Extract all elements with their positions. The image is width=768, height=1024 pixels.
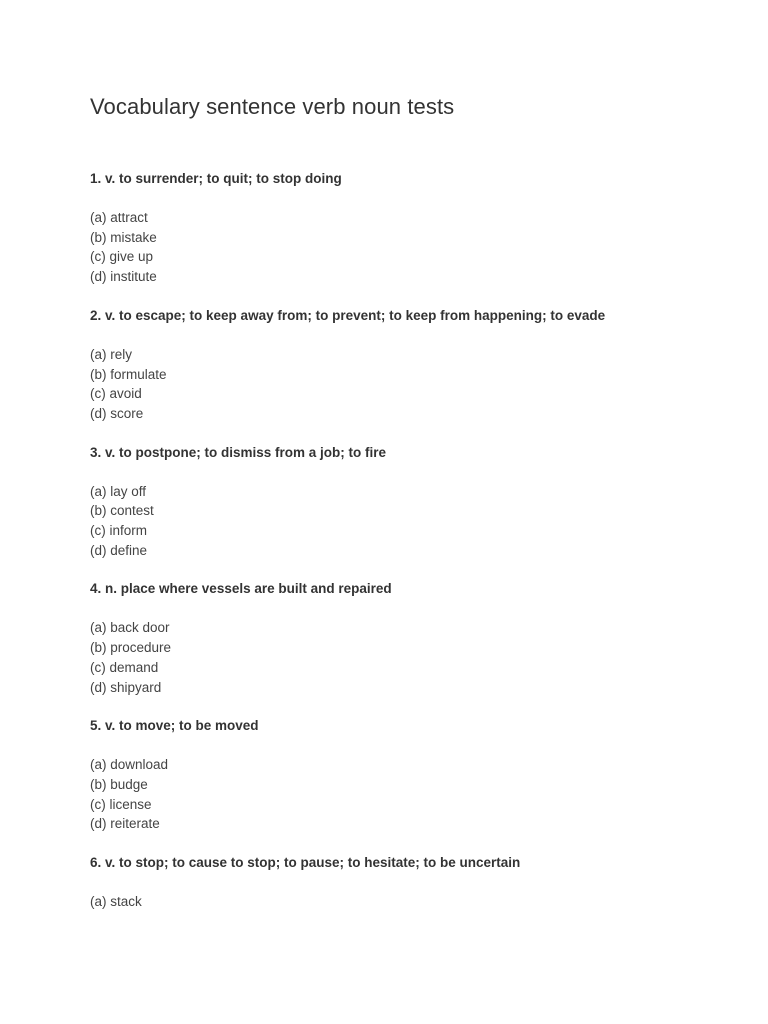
option-d: (d) score	[90, 405, 144, 421]
question-prompt: 5. v. to move; to be moved	[90, 718, 259, 734]
option-d: (d) reiterate	[90, 816, 160, 832]
question-6	[90, 853, 730, 912]
question-4	[90, 579, 730, 697]
question-1	[90, 169, 730, 287]
options-list	[90, 345, 730, 424]
options-list	[90, 755, 730, 834]
options-list	[90, 618, 730, 697]
option-b: (b) budge	[90, 776, 148, 792]
option-b: (b) contest	[90, 503, 154, 519]
question-prompt: 3. v. to postpone; to dismiss from a job; to fire	[90, 444, 387, 460]
option-d: (d) institute	[90, 269, 157, 285]
option-c: (c) avoid	[90, 386, 142, 402]
document-page	[90, 93, 730, 931]
option-c: (c) inform	[90, 523, 147, 539]
option-c: (c) give up	[90, 249, 154, 265]
page-title: Vocabulary sentence verb noun tests	[90, 94, 455, 119]
option-a: (a) attract	[90, 210, 148, 225]
option-b: (b) procedure	[90, 640, 172, 656]
option-a: (a) stack	[90, 894, 142, 910]
option-a: (a) download	[90, 757, 169, 773]
option-a: (a) lay off	[90, 483, 147, 499]
question-5	[90, 716, 730, 834]
question-2	[90, 306, 730, 424]
options-list	[90, 482, 730, 561]
question-prompt: 6. v. to stop; to cause to stop; to pause; to hesitate; to be uncertain	[90, 855, 521, 871]
option-c: (c) demand	[90, 659, 159, 675]
question-list	[90, 169, 730, 912]
option-d: (d) shipyard	[90, 679, 162, 695]
question-3	[90, 443, 730, 561]
options-list	[90, 892, 730, 912]
option-c: (c) license	[90, 796, 152, 812]
option-a: (a) back door	[90, 620, 170, 636]
option-b: (b) formulate	[90, 366, 167, 382]
question-prompt: 1. v. to surrender; to quit; to stop doing	[90, 171, 342, 186]
option-b: (b) mistake	[90, 229, 157, 245]
question-prompt: 4. n. place where vessels are built and repaired	[90, 581, 392, 597]
question-prompt: 2. v. to escape; to keep away from; to prevent; to keep from happening; to evade	[90, 307, 606, 323]
option-d: (d) define	[90, 542, 148, 558]
option-a: (a) rely	[90, 346, 133, 362]
options-list	[90, 208, 730, 287]
